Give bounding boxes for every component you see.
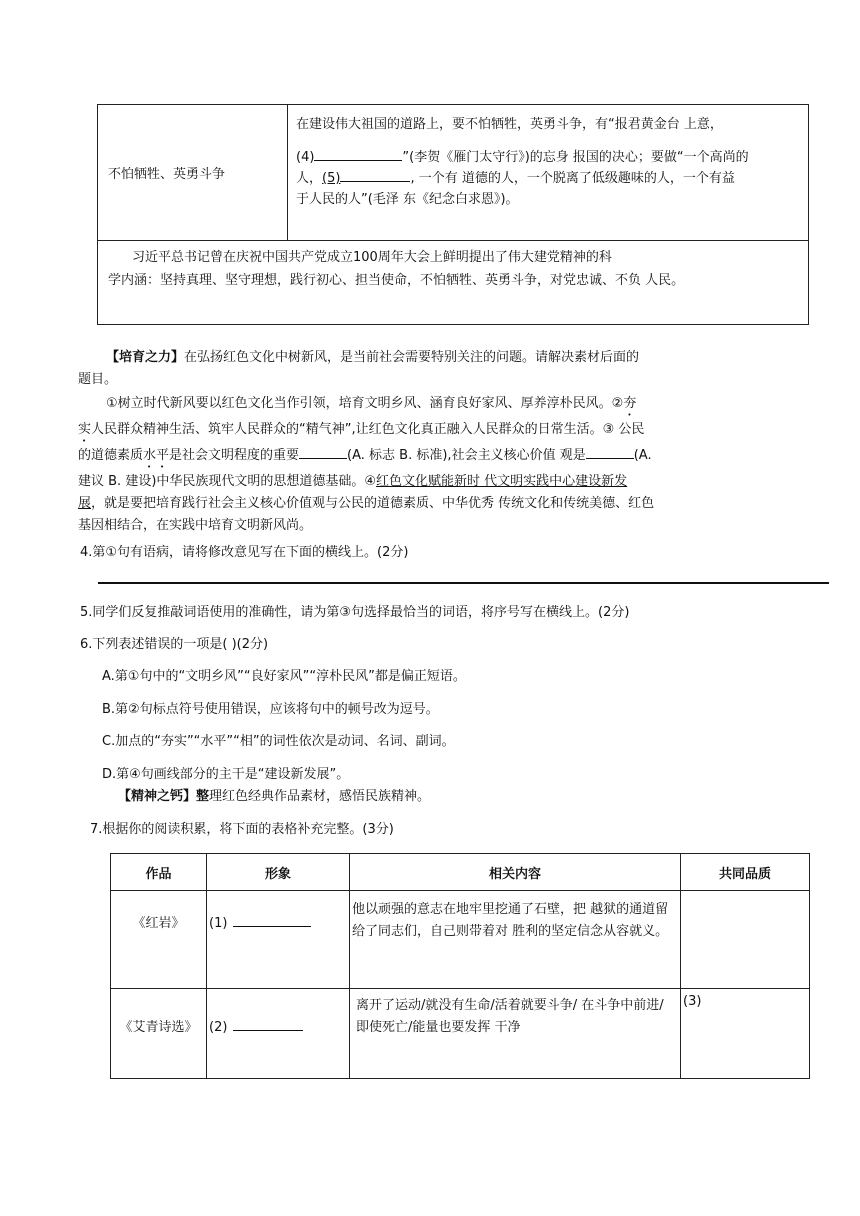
row2-content: 离开了运动/就没有生命/活着就要斗争/ 在斗争中前进/即使死亡/能量也要发挥 干净 xyxy=(350,989,681,1079)
header-work: 作品 xyxy=(111,854,207,891)
jingshen-text: 理红色经典作品素材，感悟民族精神。 xyxy=(209,789,431,804)
option-b[interactable]: B.第②句标点符号使用错误，应该将句中的顿号改为逗号。 xyxy=(102,702,439,717)
word-blank-1[interactable] xyxy=(299,446,347,459)
spirit-name: 不怕牺牲、英勇斗争 xyxy=(108,167,226,182)
header-quality: 共同品质 xyxy=(681,854,810,891)
answer-label-3: (3) xyxy=(683,994,702,1009)
dotted-char-hang: 夯 xyxy=(623,396,637,411)
spirit-table-left-cell xyxy=(98,105,288,241)
header-image: 形象 xyxy=(207,854,350,891)
peiyu-intro-end: 题目。 xyxy=(78,372,118,387)
underlined-sentence-4: 红色文化赋能新时 代文明实践中心建设新发 xyxy=(376,474,628,489)
reading-table xyxy=(110,853,810,1079)
spirit-text-line-2: (4) ”(李贺《雁门太守行》)的忘身 报国的决心；要做“一个高尚的 xyxy=(296,150,749,165)
spirit-table-bottom-cell xyxy=(98,241,809,325)
spirit-table-right-cell xyxy=(288,105,809,241)
row1-image-cell: (1) xyxy=(207,891,350,989)
jingshen-section: 【精神之钙】整理红色经典作品素材，感悟民族精神。 xyxy=(118,789,431,804)
peiyu-heading: 【培育之力】 xyxy=(106,350,185,365)
row1-content: 他以顽强的意志在地牢里挖通了石壁，把 越狱的通道留给了同志们，自己则带着对 胜利的坚定信念从容就义。 xyxy=(350,891,681,989)
question-5: 5.同学们反复推敲词语使用的准确性，请为第③句选择最恰当的词语，将序号写在横线上。(2分) xyxy=(80,605,630,620)
header-content: 相关内容 xyxy=(350,854,681,891)
question-6-stem: 6.下列表述错误的一项是( )(2分) xyxy=(80,637,269,652)
question-4: 4.第①句有语病，请将修改意见写在下面的横线上。(2分) xyxy=(80,545,409,560)
spirit-text-line-1: 在建设伟大祖国的道路上，要不怕牺牲，英勇斗争，有“报君黄金台 上意， xyxy=(296,117,723,132)
spirit-summary-line-1: 习近平总书记曾在庆祝中国共产党成立100周年大会上鲜明提出了伟大建党精神的科 xyxy=(132,250,612,265)
row2-image-cell: (2) xyxy=(207,989,350,1079)
spirit-text-line-4: 于人民的人”(毛泽 东《纪念白求恩》)。 xyxy=(296,192,519,207)
answer-blank-5[interactable] xyxy=(340,169,410,182)
material-sentence-2: 人民群众精神生活、筑牢人民群众的“精气神”,让红色文化真正融入人民群众的日常生活。③ 公民 xyxy=(91,422,645,437)
row2-quality[interactable] xyxy=(681,989,810,1079)
option-d[interactable]: D.第④句画线部分的主干是“建设新发展”。 xyxy=(102,767,350,782)
spirit-summary-line-2: 学内涵：坚持真理、坚守理想，践行初心、担当使命，不怕牺牲、英勇斗争，对党忠诚、不负 人民。 xyxy=(108,273,685,288)
row1-quality[interactable] xyxy=(681,891,810,989)
peiyu-intro: 在弘扬红色文化中树新风，是当前社会需要特别关注的问题。请解决素材后面的 xyxy=(184,350,640,365)
answer-blank-4[interactable] xyxy=(314,148,402,161)
material-sentence-1: ①树立时代新风要以红色文化当作引领，培育文明乡风、涵育良好家风、厚养淳朴民风。② xyxy=(106,396,624,411)
answer-line-q4[interactable] xyxy=(98,582,829,584)
dotted-char-shi: 实 xyxy=(78,422,92,437)
material-sentence-end: 基因相结合，在实践中培育文明新风尚。 xyxy=(78,518,313,533)
peiyu-section: 【培育之力】在弘扬红色文化中树新风，是当前社会需要特别关注的问题。请解决素材后面的 题目。 ①树立时代新风要以红色文化当作引领，培育文明乡风、涵育良好家风、厚养淳朴民风。②夯 实人民群众精神生活、筑牢人民群众的“精气神”,让红色文化真正融入人民群众的日常生活。③ 公民 的道德素质水平是社会文明程度的重要 (A. 标志 B. 标准),社会主义核心价值 观是 (A. 建议 B. 建设)中华民族现代文明的思想道德基础。④红色文化赋能新时 代文明实践中心建设新发 展，就是要把培育践行社会主义核心价值观与公民的道德素质、中华优秀 传统文化和传统美德、红色 基因相结合，在实践中培育文明新风尚。 xyxy=(78,347,788,537)
answer-blank-1[interactable] xyxy=(233,914,311,927)
option-c[interactable]: C.加点的“夯实”“水平”“相”的词性依次是动词、名词、副词。 xyxy=(102,734,455,749)
answer-blank-2[interactable] xyxy=(233,1018,303,1031)
row2-work: 《艾青诗选》 xyxy=(111,989,207,1079)
word-blank-2[interactable] xyxy=(586,446,634,459)
spirit-text-line-3: 人，(5) , 一个有 道德的人，一个脱离了低级趣味的人，一个有益 xyxy=(296,171,735,186)
dotted-word-shuiping: 水平 xyxy=(143,448,170,463)
option-a[interactable]: A.第①句中的“文明乡风”“良好家风”“淳朴民风”都是偏正短语。 xyxy=(102,669,466,684)
question-7: 7.根据你的阅读积累，将下面的表格补充完整。(3分) xyxy=(90,822,394,837)
spirit-table xyxy=(97,104,809,325)
row1-work: 《红岩》 xyxy=(111,891,207,989)
jingshen-heading: 【精神之钙】 xyxy=(118,789,197,804)
